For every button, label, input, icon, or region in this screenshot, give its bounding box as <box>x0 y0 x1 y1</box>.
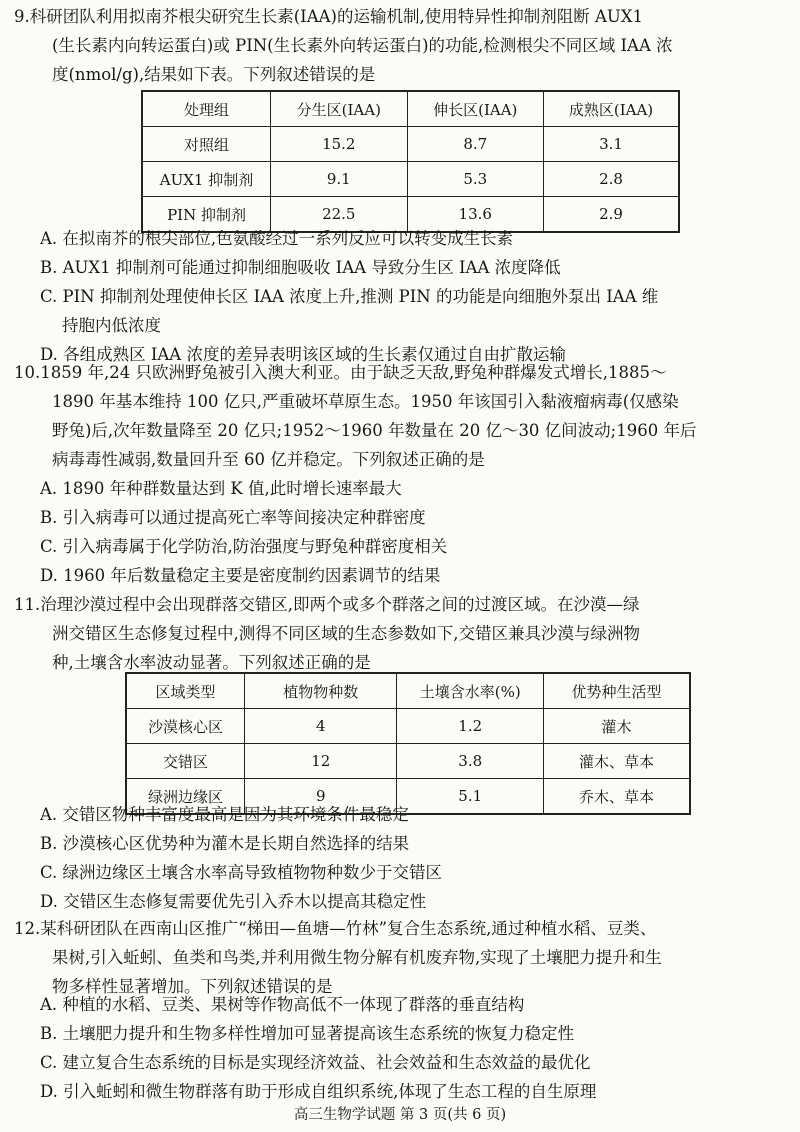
question-9-options <box>40 224 780 369</box>
table-header-cell: 区域类型 <box>126 673 245 709</box>
table-cell: 5.1 <box>397 779 543 815</box>
question-10-stem <box>14 358 780 474</box>
question-12-line-3: 物多样性显著增加。下列叙述错误的是 <box>52 977 333 996</box>
table-row <box>142 127 679 162</box>
table-header-cell: 优势种生活型 <box>543 673 690 709</box>
option-9a: A. 在拟南芥的根尖部位,色氨酸经过一系列反应可以转变成生长素 <box>40 229 514 248</box>
table-header-cell: 分生区(IAA) <box>271 91 407 127</box>
question-9-table <box>141 90 680 233</box>
table-cell: 对照组 <box>142 127 271 162</box>
question-10-options <box>40 474 780 590</box>
option-10c: C. 引入病毒属于化学防治,防治强度与野兔种群密度相关 <box>40 537 448 556</box>
table-cell: 灌木 <box>543 709 690 744</box>
option-12d: D. 引入蚯蚓和微生物群落有助于形成自组织系统,体现了生态工程的自生原理 <box>40 1082 597 1101</box>
table-cell: 2.9 <box>543 197 679 233</box>
option-12a: A. 种植的水稻、豆类、果树等作物高低不一体现了群落的垂直结构 <box>40 995 525 1014</box>
table-cell: 1.2 <box>397 709 543 744</box>
table-cell: 沙漠核心区 <box>126 709 245 744</box>
table-header-row <box>126 673 690 709</box>
table-cell: 灌木、草本 <box>543 744 690 779</box>
question-9-stem <box>14 2 780 89</box>
question-10-line-1: 10.1859 年,24 只欧洲野兔被引入澳大利亚。由于缺乏天敌,野兔种群爆发式增长,1885～ <box>14 363 667 382</box>
table-cell: 13.6 <box>407 197 543 233</box>
option-9c-line-2: 持胞内低浓度 <box>62 316 161 335</box>
question-11-table <box>125 672 691 815</box>
table-cell: 绿洲边缘区 <box>126 779 245 815</box>
question-10-line-3: 野兔)后,次年数量降至 20 亿只;1952～1960 年数量在 20 亿～30 亿间波动;1960 年后 <box>52 421 697 440</box>
option-10a: A. 1890 年种群数量达到 K 值,此时增长速率最大 <box>40 479 402 498</box>
question-9-line-2: (生长素内向转运蛋白)或 PIN(生长素外向转运蛋白)的功能,检测根尖不同区域 IAA 浓 <box>52 36 673 55</box>
table-cell: 2.8 <box>543 162 679 197</box>
table-cell: 交错区 <box>126 744 245 779</box>
option-10b: B. 引入病毒可以通过提高死亡率等间接决定种群密度 <box>40 508 426 527</box>
question-9-line-3: 度(nmol/g),结果如下表。下列叙述错误的是 <box>52 65 376 84</box>
option-9d: D. 各组成熟区 IAA 浓度的差异表明该区域的生长素仅通过自由扩散运输 <box>40 345 566 364</box>
table-row <box>126 709 690 744</box>
table-cell: AUX1 抑制剂 <box>142 162 271 197</box>
question-11-options <box>40 800 780 916</box>
option-12c: C. 建立复合生态系统的目标是实现经济效益、社会效益和生态效益的最优化 <box>40 1053 591 1072</box>
option-11d: D. 交错区生态修复需要优先引入乔木以提高其稳定性 <box>40 892 427 911</box>
table-cell: 12 <box>245 744 397 779</box>
question-10-line-2: 1890 年基本维持 100 亿只,严重破坏草原生态。1950 年该国引入黏液瘤病毒(仅感染 <box>52 392 679 411</box>
table-cell: 9 <box>245 779 397 815</box>
table-header-cell: 伸长区(IAA) <box>407 91 543 127</box>
option-9c-line-1: C. PIN 抑制剂处理使伸长区 IAA 浓度上升,推测 PIN 的功能是向细胞外泵出 IAA 维 <box>40 287 659 306</box>
option-11a: A. 交错区物种丰富度最高是因为其环境条件最稳定 <box>40 805 409 824</box>
question-12-stem <box>14 914 780 1001</box>
question-10-line-4: 病毒毒性减弱,数量回升至 60 亿并稳定。下列叙述正确的是 <box>52 450 485 469</box>
table-row <box>142 162 679 197</box>
table-cell: 5.3 <box>407 162 543 197</box>
option-12b: B. 土壤肥力提升和生物多样性增加可显著提高该生态系统的恢复力稳定性 <box>40 1024 575 1043</box>
table-cell: PIN 抑制剂 <box>142 197 271 233</box>
table-cell: 8.7 <box>407 127 543 162</box>
table-cell: 22.5 <box>271 197 407 233</box>
question-12-options <box>40 990 780 1106</box>
table-header-cell: 植物物种数 <box>245 673 397 709</box>
question-11-line-1: 11.治理沙漠过程中会出现群落交错区,即两个或多个群落之间的过渡区域。在沙漠—绿 <box>14 595 640 614</box>
table-cell: 乔木、草本 <box>543 779 690 815</box>
question-11-line-2: 洲交错区生态修复过程中,测得不同区域的生态参数如下,交错区兼具沙漠与绿洲物 <box>52 624 640 643</box>
question-9-line-1: 9.科研团队利用拟南芥根尖研究生长素(IAA)的运输机制,使用特异性抑制剂阻断 AUX1 <box>14 7 644 26</box>
question-11-line-3: 种,土壤含水率波动显著。下列叙述正确的是 <box>52 653 371 672</box>
table-row <box>126 744 690 779</box>
table-cell: 15.2 <box>271 127 407 162</box>
table-cell: 3.1 <box>543 127 679 162</box>
question-12-line-1: 12.某科研团队在西南山区推广“梯田—鱼塘—竹林”复合生态系统,通过种植水稻、豆类、 <box>14 919 657 938</box>
table-header-cell: 处理组 <box>142 91 271 127</box>
table-header-cell: 成熟区(IAA) <box>543 91 679 127</box>
option-11b: B. 沙漠核心区优势种为灌木是长期自然选择的结果 <box>40 834 410 853</box>
table-cell: 3.8 <box>397 744 543 779</box>
option-11c: C. 绿洲边缘区土壤含水率高导致植物物种数少于交错区 <box>40 863 443 882</box>
table-cell: 9.1 <box>271 162 407 197</box>
option-9b: B. AUX1 抑制剂可能通过抑制细胞吸收 IAA 导致分生区 IAA 浓度降低 <box>40 258 561 277</box>
page-footer: 高三生物学试题 第 3 页(共 6 页) <box>293 1107 507 1123</box>
table-header-cell: 土壤含水率(%) <box>397 673 543 709</box>
question-11-stem <box>14 590 780 677</box>
question-12-line-2: 果树,引入蚯蚓、鱼类和鸟类,并利用微生物分解有机废弃物,实现了土壤肥力提升和生 <box>52 948 662 967</box>
table-header-row <box>142 91 679 127</box>
option-10d: D. 1960 年后数量稳定主要是密度制约因素调节的结果 <box>40 566 441 585</box>
table-cell: 4 <box>245 709 397 744</box>
